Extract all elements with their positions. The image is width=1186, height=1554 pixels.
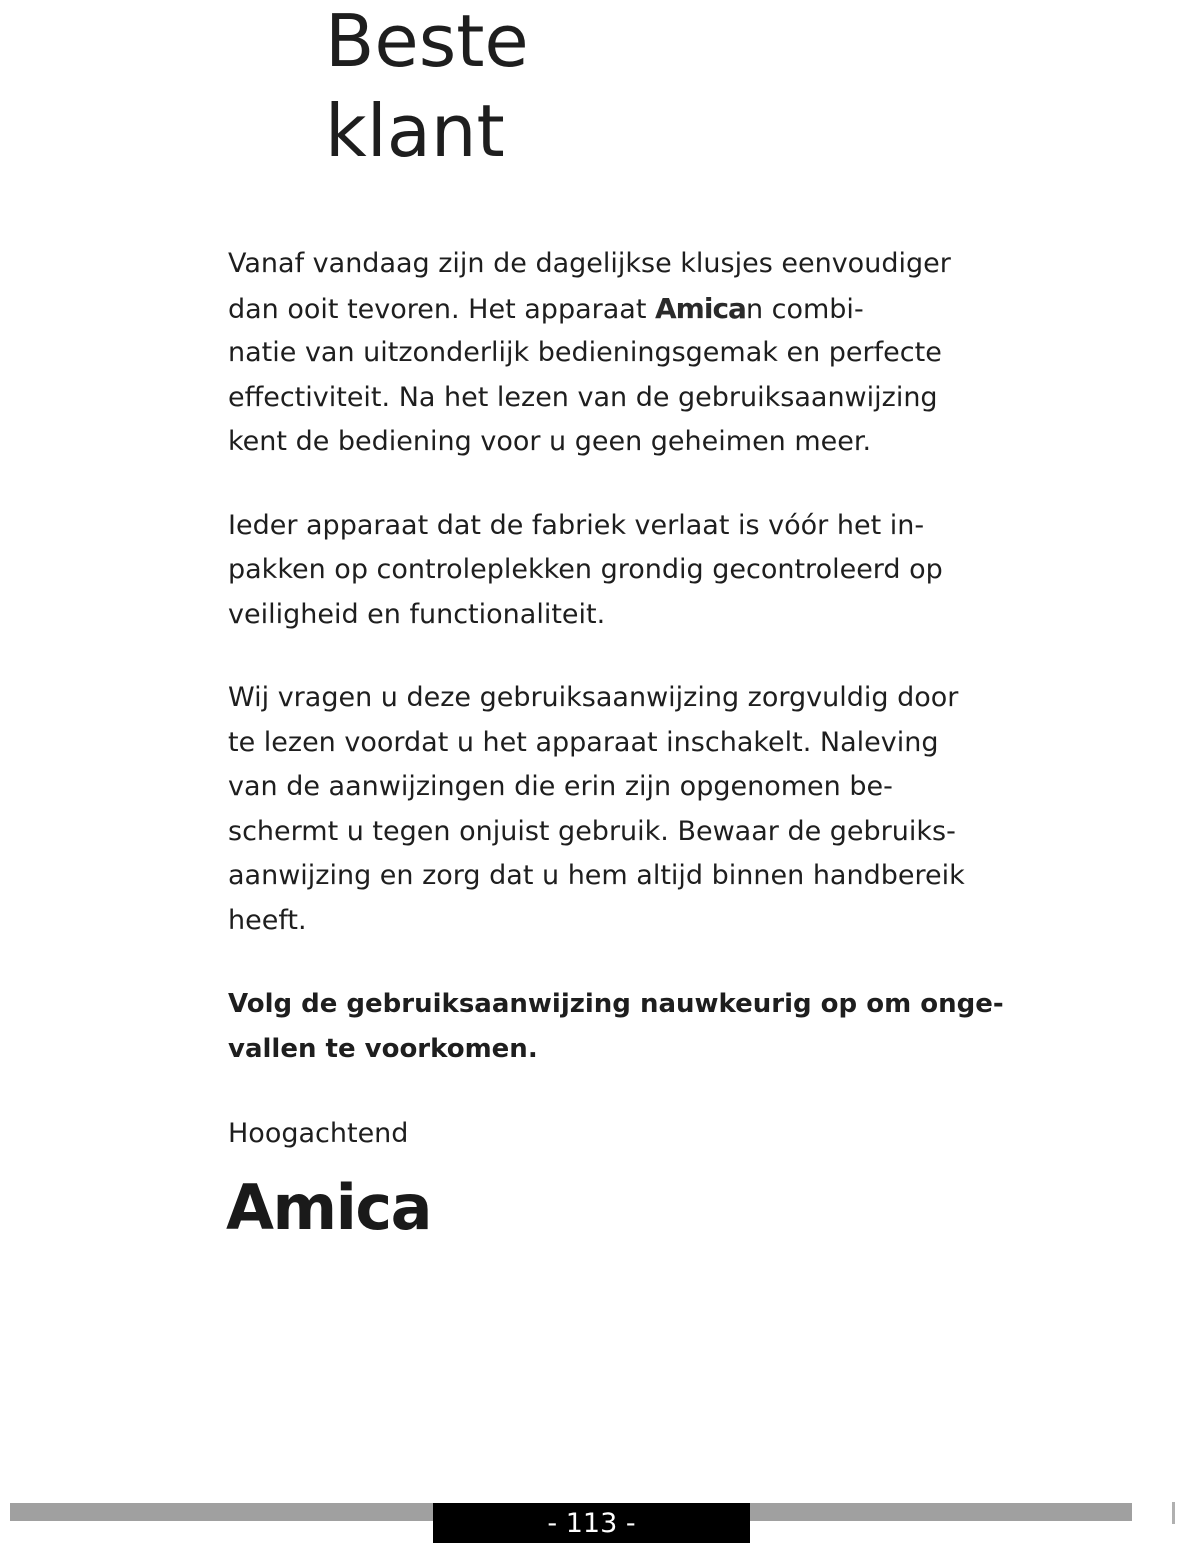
text-line: aanwijzing en zorg dat u hem altijd binnen handbereik [228,860,965,891]
paragraph-quality-check [228,504,988,638]
page-number: - 113 - [433,1503,750,1543]
text-line: van de aanwijzingen die erin zijn opgenomen be- [228,771,893,802]
text-line: veiligheid en functionaliteit. [228,598,606,630]
text-line: natie van uitzonderlijk bedieningsgemak en perfecte [228,337,942,368]
title-line-1: Beste [325,0,529,83]
paragraph-intro [228,242,988,465]
text-line: effectiviteit. Na het lezen van de gebruiksaanwijzing [228,381,938,413]
closing-salutation: Hoogachtend [228,1118,409,1149]
amica-brand-logo: Amica [226,1171,431,1244]
letter-body [228,242,1004,1110]
text-line [228,287,988,332]
text-line: heeft. [228,904,307,936]
text-line: Ieder apparaat dat de fabriek verlaat is vóór het in- [228,509,925,541]
text-fragment: dan ooit tevoren. Het apparaat [228,293,655,325]
text-line: Vanaf vandaag zijn de dagelijkse klusjes eenvoudiger [228,248,951,279]
text-line: Wij vragen u deze gebruiksaanwijzing zorgvuldig door [228,682,959,713]
text-line: schermt u tegen onjuist gebruik. Bewaar de gebruiks- [228,815,956,847]
text-line: te lezen voordat u het apparaat inschakelt. Naleving [228,726,939,758]
text-line: vallen te voorkomen. [228,1033,538,1064]
text-line: Volg de gebruiksaanwijzing nauwkeurig op om onge- [228,989,1004,1019]
page-title [325,0,529,176]
amica-inline-logo: Amica [655,291,746,325]
paragraph-warning [228,982,1004,1071]
paragraph-read-instructions [228,676,988,943]
footer-edge-marker [1172,1502,1175,1524]
text-line: kent de bediening voor u geen geheimen meer. [228,426,872,457]
title-line-2: klant [325,89,505,173]
text-fragment: n combi- [745,293,864,325]
text-line: pakken op controleplekken grondig gecontroleerd op [228,554,943,585]
